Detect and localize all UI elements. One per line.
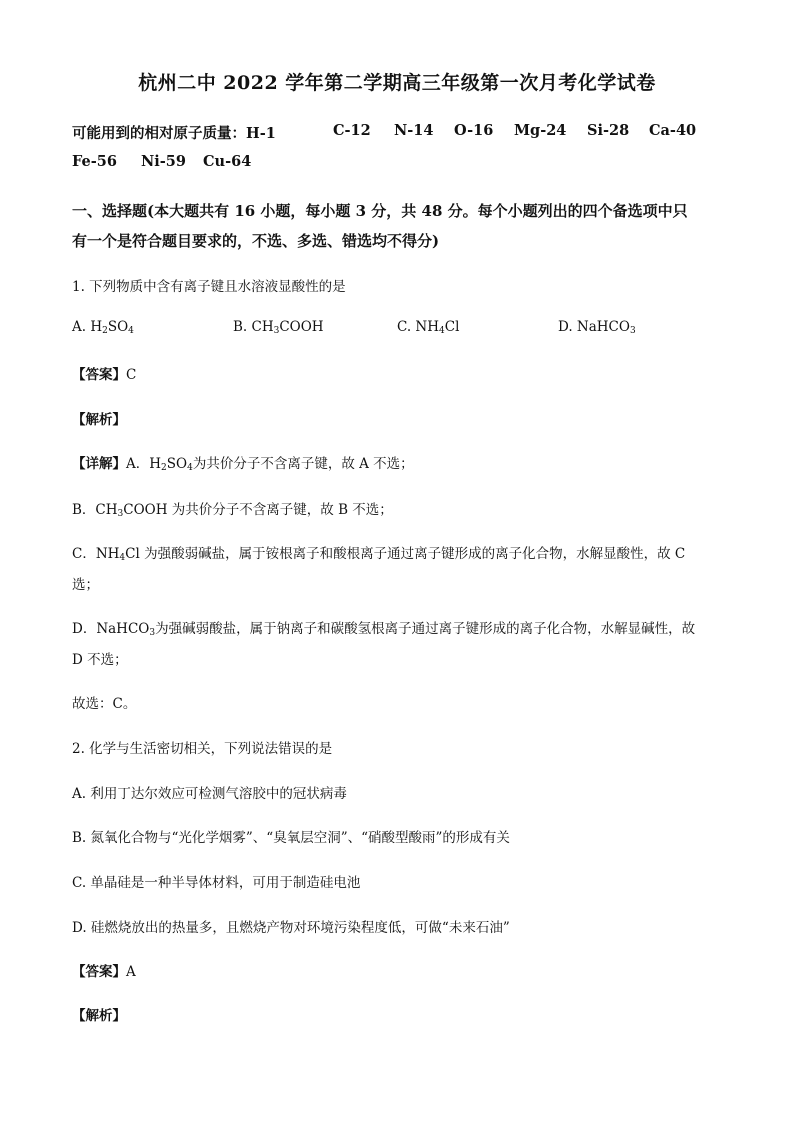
q1-conclusion: 故选：C。 [72, 696, 137, 712]
mass-cu: Cu-64 [203, 153, 252, 170]
q2-option-d: D. 硅燃烧放出的热量多，且燃烧产物对环境污染程度低，可做“未来石油” [72, 920, 510, 936]
q1-detail-c-cont: 选； [72, 577, 99, 593]
section-header-line2: 有一个是符合题目要求的，不选、多选、错选均不得分) [72, 232, 440, 250]
q1-detail-d: D．NaHCO$_3$为强碱弱酸盐，属于钠离子和碳酸氢根离子通过离子键形成的离子化合物，水解显碱性，故 [72, 621, 696, 638]
q1-detail-a: 【详解】A．$H_2SO_4$为共价分子不含离子键，故 A 不选； [72, 456, 414, 473]
q1-option-c: C. $NH_4Cl$ [397, 319, 460, 336]
q2-answer: 【答案】A [72, 964, 136, 980]
q2-analysis-label: 【解析】 [72, 1008, 126, 1024]
q1-analysis-label: 【解析】 [72, 412, 126, 428]
mass-mg: Mg-24 [514, 122, 567, 139]
q1-detail-b: B．$CH_3COOH$ 为共价分子不含离子键，故 B 不选； [72, 502, 393, 519]
atomic-masses-line1 [72, 122, 276, 143]
masses-label: 可能用到的相对原子质量： [72, 125, 246, 142]
q2-option-b: B. 氮氧化合物与“光化学烟雾”、“臭氧层空洞”、“硝酸型酸雨”的形成有关 [72, 830, 510, 846]
q2-stem: 2. 化学与生活密切相关，下列说法错误的是 [72, 741, 333, 757]
q1-detail-c: C．$NH_4Cl$ 为强酸弱碱盐，属于铵根离子和酸根离子通过离子键形成的离子化合物，水解显酸性，故 C [72, 546, 686, 563]
mass-c: C-12 [333, 122, 371, 139]
mass-fe: Fe-56 [72, 153, 117, 170]
page-title: 杭州二中 2022 学年第二学期高三年级第一次月考化学试卷 [138, 72, 656, 94]
q1-option-a: A. $H_2SO_4$ [72, 319, 134, 336]
q1-option-b: B. $CH_3COOH$ [233, 319, 324, 336]
q1-stem: 1. 下列物质中含有离子键且水溶液显酸性的是 [72, 279, 346, 295]
mass-ca: Ca-40 [649, 122, 697, 139]
q2-option-a: A. 利用丁达尔效应可检测气溶胶中的冠状病毒 [72, 786, 347, 802]
mass-o: O-16 [454, 122, 494, 139]
mass-h: H-1 [246, 125, 276, 142]
q1-detail-d-cont: D 不选； [72, 652, 128, 668]
mass-ni: Ni-59 [141, 153, 186, 170]
mass-si: Si-28 [587, 122, 630, 139]
mass-n: N-14 [394, 122, 434, 139]
q2-option-c: C. 单晶硅是一种半导体材料，可用于制造硅电池 [72, 875, 361, 891]
q1-option-d: D. NaHCO$_3$ [558, 319, 636, 336]
q1-answer: 【答案】C [72, 367, 137, 383]
section-header-line1: 一、选择题(本大题共有 16 小题，每小题 3 分，共 48 分。每个小题列出的四个备选项中只 [72, 202, 688, 220]
